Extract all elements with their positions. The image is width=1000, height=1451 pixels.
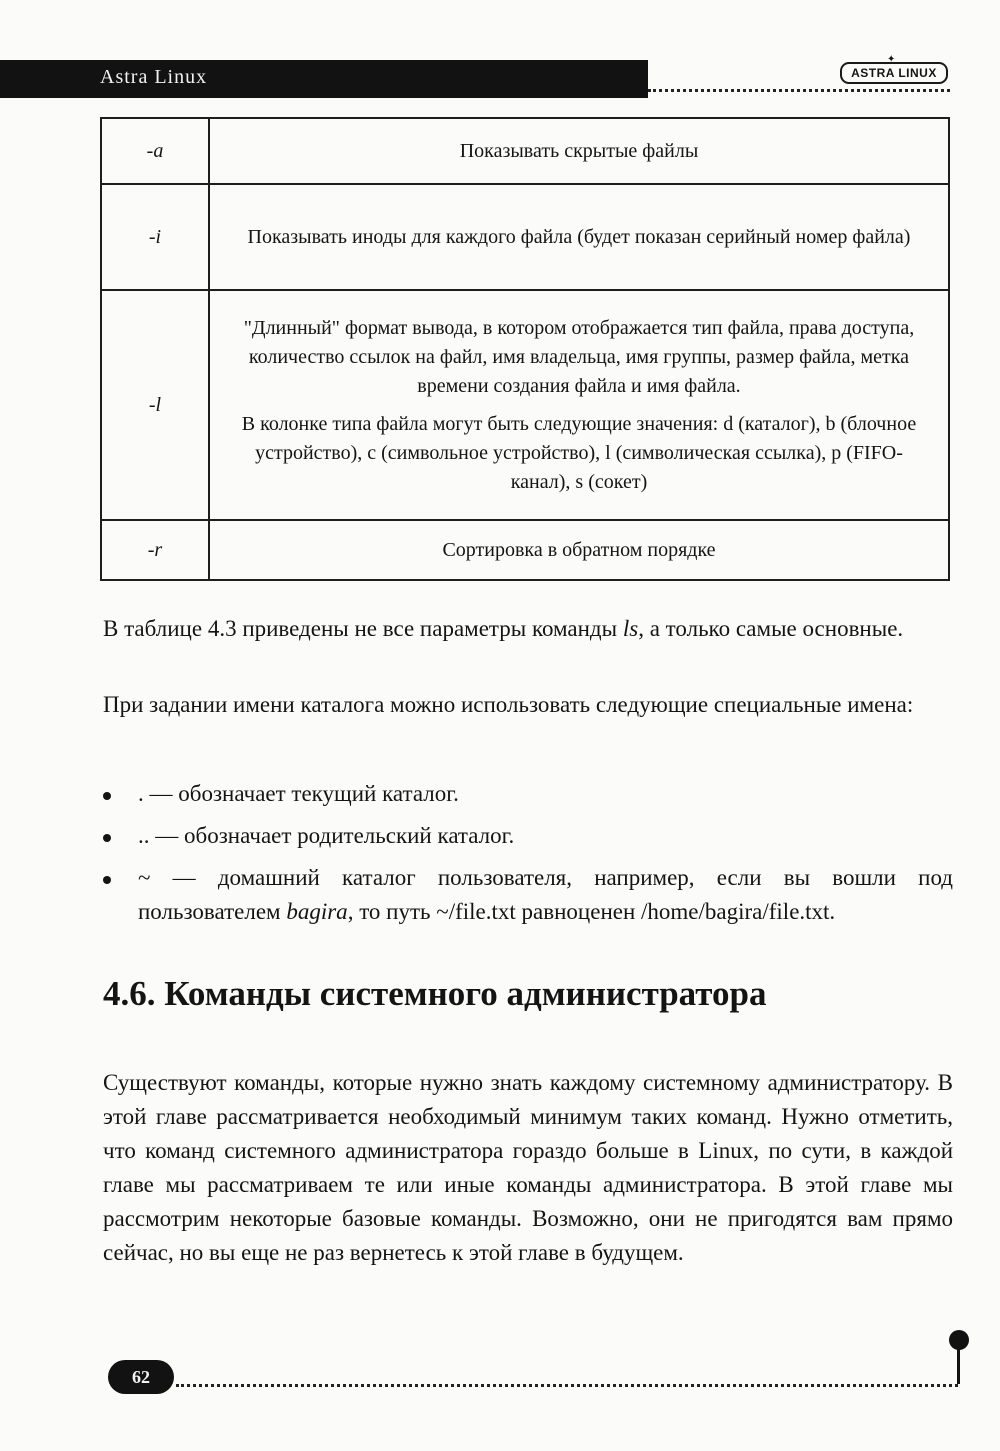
list-item [103,861,953,929]
pin-icon [949,1330,969,1350]
user-name: bagira [286,899,348,924]
paragraph-section-intro: Существуют команды, которые нужно знать каждому системному администратору. В этой главе рассматривается необходимый минимум таких команд. Нужно отметить, что команд системного администратора гораздо больше в Linux, по сути, в каждой главе мы рассматриваем те или иные команды администратора. В этой главе мы рассмотрим некоторые базовые команды. Возможно, они не пригодятся вам прямо сейчас, но вы еще не раз вернетесь к этой главе в будущем. [103,1070,953,1265]
section-heading: 4.6. Команды системного администратора [103,974,767,1013]
option-key: -r [101,520,209,580]
description-text: Показывать скрытые файлы [459,139,699,162]
table-row [101,290,949,520]
page-number-badge: 62 [108,1360,174,1394]
option-description [209,520,949,580]
option-key: -a [101,118,209,184]
command-name: ls [622,616,639,641]
list-item [103,777,953,811]
astra-linux-logo [840,54,948,84]
description-text: Показывать иноды для каждого файла (будет показан серийный номер файла) [247,225,911,248]
description-text: "Длинный" формат вывода, в котором отображается тип файла, права доступа, количество ссылок на файл, имя владельца, имя группы, размер файла, метка времени создания файла и имя файла. [243,316,915,397]
bullet-icon [103,834,111,842]
description-text: В колонке типа файла могут быть следующие значения: d (каталог), b (блочное устройство), c (символьное устройство), l (символическая ссылка), p (FIFO-канал), s (сокет) [241,412,917,493]
option-description [209,184,949,290]
logo-star-icon: ✦ [887,54,896,65]
header-bar [0,60,648,98]
list-item-text: ~ — домашний каталог пользователя, например, если вы вошли под пользователем [138,865,953,924]
list-item-text: .. — обозначает родительский каталог. [138,823,515,848]
logo-text: ASTRA LINUX [851,66,937,80]
paragraph-special-names: При задании имени каталога можно использовать следующие специальные имена: [103,692,914,717]
ls-options-table [100,117,950,581]
list-item-text: , то путь ~/file.txt равноценен /home/bagira/file.txt. [347,899,836,924]
table-row [101,118,949,184]
paragraph-table-note [103,612,953,646]
text-span: , а только самые основные. [638,616,904,641]
option-key: -l [101,290,209,520]
special-names-list [103,777,953,937]
text-span: В таблице 4.3 приведены не все параметры команды [103,616,623,641]
option-key: -i [101,184,209,290]
option-description [209,118,949,184]
list-item-text: . — обозначает текущий каталог. [138,781,459,806]
list-item [103,819,953,853]
bullet-icon [103,792,111,800]
header-dotted-rule [648,89,950,92]
table-row [101,520,949,580]
pin-stem [957,1348,960,1384]
option-description [209,290,949,520]
footer-dotted-rule [176,1384,958,1387]
description-text: Сортировка в обратном порядке [442,538,716,561]
table-row [101,184,949,290]
bullet-icon [103,876,111,884]
running-header-title: Astra Linux [100,66,208,88]
